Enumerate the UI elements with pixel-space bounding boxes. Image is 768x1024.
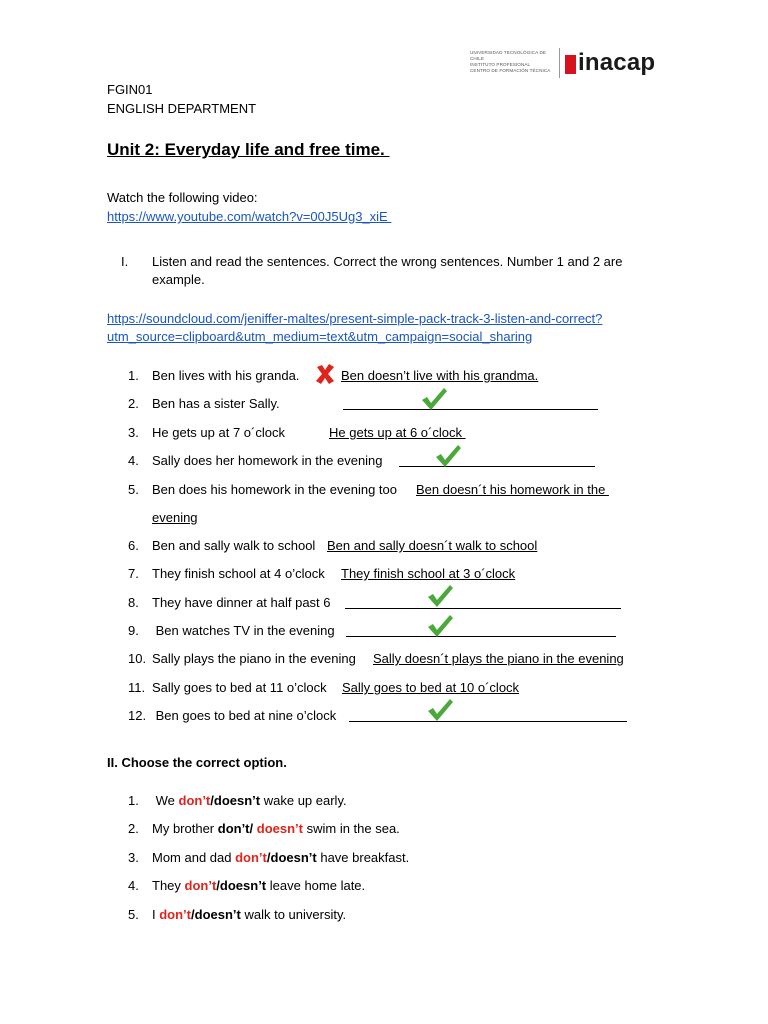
list-item bbox=[128, 680, 327, 695]
page-title: Unit 2: Everyday life and free time. bbox=[107, 140, 390, 159]
option-dont[interactable]: don’t bbox=[184, 878, 217, 893]
item-number: 2. bbox=[128, 396, 139, 411]
logo-red-mark bbox=[565, 55, 576, 74]
item-number: 8. bbox=[128, 595, 139, 610]
item-prefix: My brother bbox=[152, 821, 218, 836]
answer-blank[interactable] bbox=[343, 398, 598, 410]
item-number: 12. bbox=[128, 708, 147, 723]
option-separator: / bbox=[210, 793, 214, 808]
logo-wordmark: inacap bbox=[578, 49, 656, 76]
list-item bbox=[128, 538, 315, 553]
item-number: 2. bbox=[128, 821, 139, 836]
logo-small-text bbox=[470, 50, 556, 74]
item-number: 6. bbox=[128, 538, 139, 553]
list-item bbox=[128, 793, 347, 808]
logo-divider bbox=[559, 48, 560, 78]
answer-blank[interactable] bbox=[399, 455, 595, 467]
item-sentence: Ben watches TV in the evening bbox=[152, 623, 335, 638]
item-answer: Ben and sally doesn´t walk to school bbox=[327, 538, 538, 553]
item-sentence: Ben goes to bed at nine o’clock bbox=[152, 708, 337, 723]
audio-link[interactable] bbox=[107, 311, 602, 344]
item-prefix: I bbox=[152, 907, 160, 922]
item-prefix: Mom and dad bbox=[152, 850, 236, 865]
item-number: 3. bbox=[128, 425, 139, 440]
list-item bbox=[128, 368, 299, 383]
list-item bbox=[128, 907, 346, 922]
item-answer: He gets up at 6 o´clock bbox=[329, 425, 466, 440]
cross-icon bbox=[314, 363, 336, 385]
option-dont[interactable]: don’t/ bbox=[217, 821, 257, 836]
list-item bbox=[128, 425, 285, 440]
item-answer: They finish school at 3 o´clock bbox=[341, 566, 516, 581]
video-link[interactable]: https://www.youtube.com/watch?v=00J5Ug3_xiE bbox=[107, 209, 392, 224]
item-number: 3. bbox=[128, 850, 139, 865]
section-1-instruction bbox=[152, 254, 622, 287]
instruction-line-2: example. bbox=[152, 272, 205, 287]
checkmark-icon bbox=[426, 614, 454, 638]
item-sentence: Ben and sally walk to school bbox=[152, 538, 316, 553]
item-suffix: wake up early. bbox=[260, 793, 347, 808]
answer-blank[interactable] bbox=[345, 597, 621, 609]
list-item bbox=[128, 651, 356, 666]
watch-label: Watch the following video: bbox=[107, 190, 258, 205]
item-sentence: Sally plays the piano in the evening bbox=[152, 651, 356, 666]
list-item bbox=[128, 708, 336, 723]
item-sentence: They finish school at 4 o’clock bbox=[152, 566, 325, 581]
option-doesnt[interactable]: doesn’t bbox=[194, 907, 241, 922]
item-sentence: Sally does her homework in the evening bbox=[152, 453, 383, 468]
item-number: 7. bbox=[128, 566, 139, 581]
item-answer: Sally goes to bed at 10 o´clock bbox=[342, 680, 520, 695]
option-doesnt[interactable]: doesn’t bbox=[270, 850, 317, 865]
item-number: 10. bbox=[128, 651, 147, 666]
option-separator: / bbox=[216, 878, 220, 893]
list-item bbox=[128, 566, 325, 581]
institution-logo bbox=[470, 46, 660, 82]
item-sentence: Ben does his homework in the evening too bbox=[152, 482, 397, 497]
audio-link-line-1[interactable]: https://soundcloud.com/jeniffer-maltes/present-simple-pack-track-3-listen-and-correct? bbox=[107, 311, 603, 326]
item-sentence: Sally goes to bed at 11 o’clock bbox=[152, 680, 327, 695]
department-name: ENGLISH DEPARTMENT bbox=[107, 101, 257, 116]
item-answer: Sally doesn´t plays the piano in the evening bbox=[373, 651, 624, 666]
item-suffix: walk to university. bbox=[240, 907, 347, 922]
answer-blank[interactable] bbox=[349, 710, 627, 722]
item-sentence: They have dinner at half past 6 bbox=[152, 595, 331, 610]
item-number: 5. bbox=[128, 482, 139, 497]
option-doesnt[interactable]: doesn’t bbox=[213, 793, 261, 808]
logo-line-1: UNIVERSIDAD TECNOLÓGICA DE CHILE bbox=[470, 50, 547, 61]
checkmark-icon bbox=[426, 584, 454, 608]
item-number: 5. bbox=[128, 907, 139, 922]
item-number: 1. bbox=[128, 793, 139, 808]
list-item bbox=[128, 878, 365, 893]
item-sentence: Ben has a sister Sally. bbox=[152, 396, 280, 411]
answer-blank[interactable] bbox=[346, 625, 616, 637]
instruction-line-1: Listen and read the sentences. Correct the wrong sentences. Number 1 and 2 are bbox=[152, 254, 623, 269]
item-prefix: We bbox=[152, 793, 179, 808]
item-answer: Ben doesn´t his homework in the bbox=[416, 482, 609, 497]
item-answer: Ben doesn’t live with his grandma. bbox=[341, 368, 539, 383]
item-number: 11. bbox=[128, 680, 146, 695]
checkmark-icon bbox=[426, 698, 454, 722]
option-separator: / bbox=[266, 850, 271, 865]
checkmark-icon bbox=[420, 387, 448, 411]
section-2-heading: II. Choose the correct option. bbox=[107, 755, 287, 770]
item-number: 1. bbox=[128, 368, 139, 383]
option-dont[interactable]: don’t bbox=[159, 907, 191, 922]
list-item bbox=[128, 821, 400, 836]
item-sentence: He gets up at 7 o´clock bbox=[152, 425, 285, 440]
logo-line-2: INSTITUTO PROFESIONAL bbox=[470, 62, 531, 67]
option-dont[interactable]: don’t bbox=[178, 793, 211, 808]
list-item bbox=[128, 453, 383, 468]
course-code: FGIN01 bbox=[107, 82, 153, 97]
list-item bbox=[128, 482, 397, 497]
option-doesnt[interactable]: doesn’t bbox=[256, 821, 303, 836]
item-number: 4. bbox=[128, 453, 139, 468]
list-item bbox=[128, 396, 280, 411]
item-suffix: leave home late. bbox=[266, 878, 366, 893]
option-separator: / bbox=[191, 907, 195, 922]
checkmark-icon bbox=[434, 444, 462, 468]
item-number: 4. bbox=[128, 878, 139, 893]
section-1-number: I. bbox=[121, 254, 129, 269]
item-prefix: They bbox=[152, 878, 185, 893]
item-number: 9. bbox=[128, 623, 139, 638]
item-suffix: have breakfast. bbox=[316, 850, 410, 865]
item-answer-continued: evening bbox=[152, 510, 198, 525]
item-suffix: swim in the sea. bbox=[302, 821, 400, 836]
option-dont[interactable]: don’t bbox=[235, 850, 267, 865]
list-item bbox=[128, 623, 335, 638]
audio-link-line-2[interactable]: utm_source=clipboard&utm_medium=text&utm_campaign=social_sharing bbox=[107, 329, 533, 344]
option-doesnt[interactable]: doesn’t bbox=[219, 878, 267, 893]
item-sentence: Ben lives with his granda. bbox=[152, 368, 300, 383]
logo-line-3: CENTRO DE FORMACIÓN TÉCNICA bbox=[470, 68, 551, 73]
list-item bbox=[128, 850, 409, 865]
list-item bbox=[128, 595, 331, 610]
